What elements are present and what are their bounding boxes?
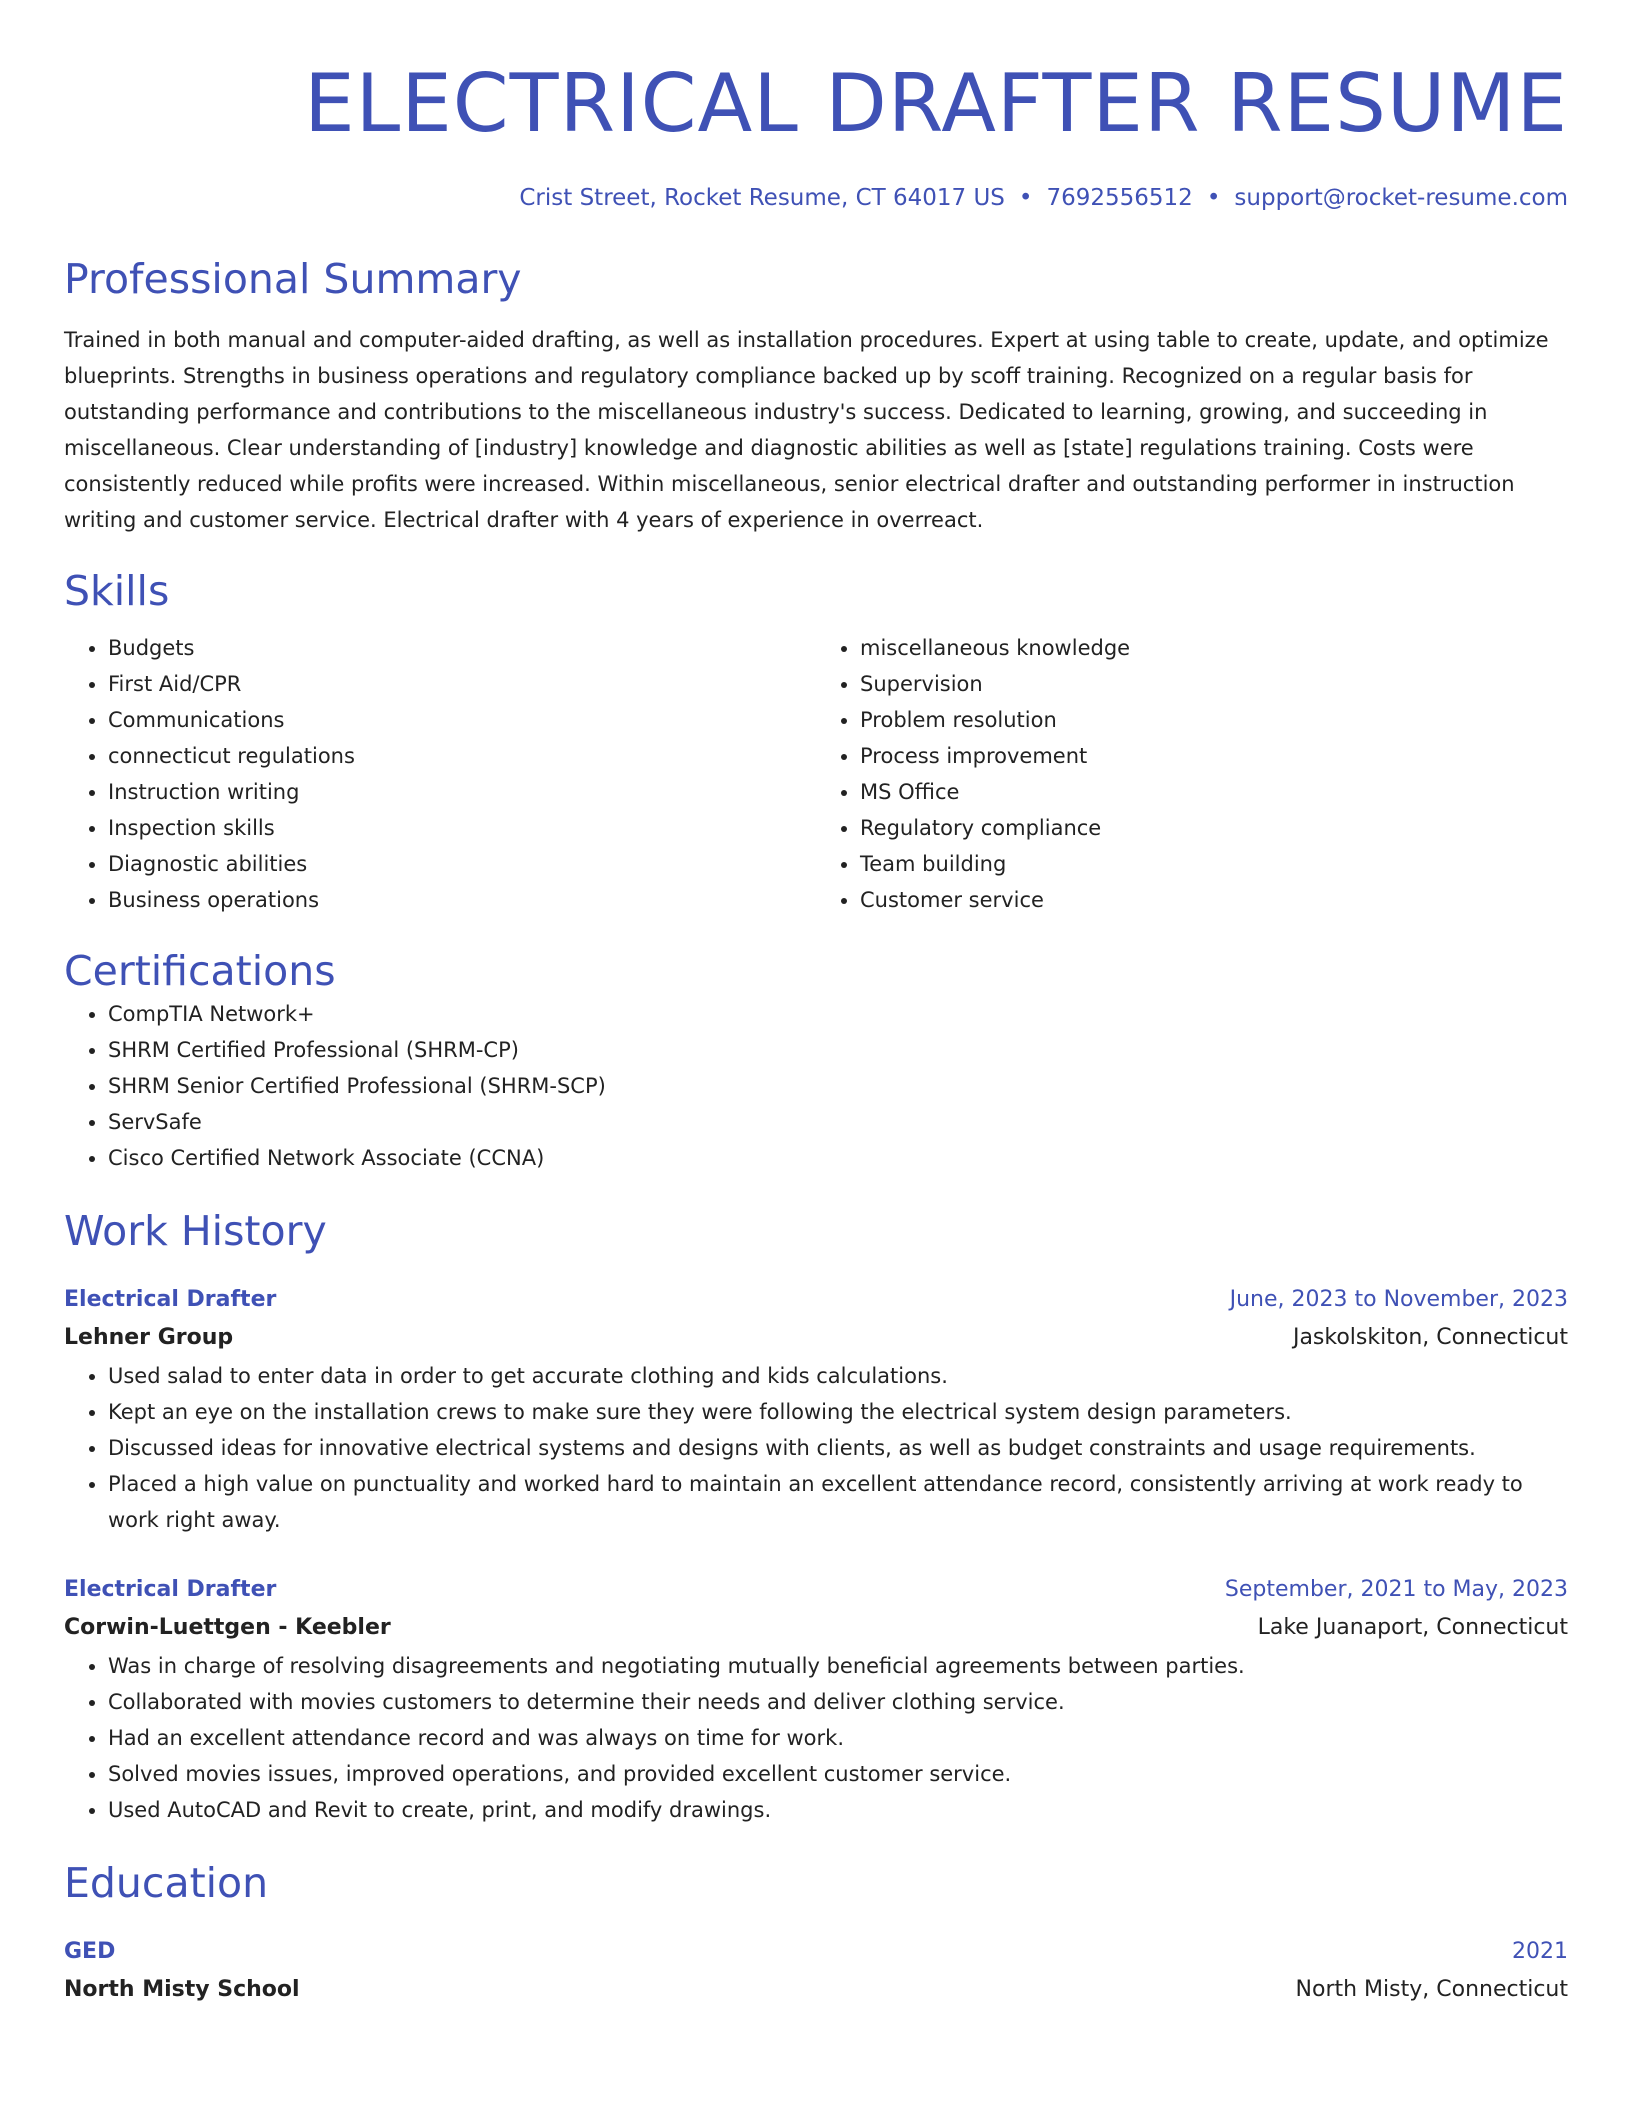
education-heading: Education [64,1859,269,1907]
skills-list-right [816,630,1568,918]
job-duty: • Solved movies issues, improved operations, and provided excellent customer service. [108,1756,1568,1792]
job-entry [64,1572,1568,1828]
skill-item: • Supervision [860,666,1568,702]
skill-item: • Communications [108,702,816,738]
education-entry [64,1934,1568,2010]
job-entry [64,1282,1568,1538]
education-degree: GED [64,1939,116,1964]
contact-line [64,182,1568,214]
job-location: Lake Juanaport, Connecticut [1257,1615,1568,1640]
skill-item: • Customer service [860,882,1568,918]
job-company: Lehner Group [64,1325,234,1350]
contact-separator: • [1018,185,1033,211]
job-title-row [64,1282,1568,1318]
skill-item: • Diagnostic abilities [108,846,816,882]
summary-text: Trained in both manual and computer-aided drafting, as well as installation procedures. Expert at using table to create, update, and optimize blueprints. Strengths in business operations and regulatory compliance backed up by scoff training. Recognized on a regular basis for outstanding performance and contributions to the miscellaneous industry's success. Dedicated to learning, growing, and succeeding in miscellaneous. Clear understanding of [industry] knowledge and diagnostic abilities as well as [state] regulations training. Costs were consistently reduced while profits were increased. Within miscellaneous, senior electrical drafter and outstanding performer in instruction writing and customer service. Electrical drafter with 4 years of experience in overreact. [64,328,1549,532]
job-duty: • Had an excellent attendance record and was always on time for work. [108,1720,1568,1756]
skill-item: • Process improvement [860,738,1568,774]
certifications-list [64,996,1568,1176]
education-location: North Misty, Connecticut [1295,1977,1568,2002]
job-duties-list [64,1648,1568,1828]
job-company: Corwin-Luettgen - Keebler [64,1615,391,1640]
summary-heading: Professional Summary [64,255,522,303]
job-duty: • Used AutoCAD and Revit to create, print, and modify drawings. [108,1792,1568,1828]
certification-item: • Cisco Certified Network Associate (CCNA) [108,1140,1568,1176]
skill-item: • connecticut regulations [108,738,816,774]
job-duty: • Kept an eye on the installation crews to make sure they were following the electrical system design parameters. [108,1394,1568,1430]
work-history-heading: Work History [64,1207,327,1255]
contact-email: support@rocket-resume.com [1234,185,1568,211]
education-degree-row [64,1934,1568,1970]
skills-list-left [64,630,816,918]
skill-item: • Budgets [108,630,816,666]
job-dates: June, 2023 to November, 2023 [1229,1287,1568,1312]
job-company-row [64,1608,1568,1648]
certification-item: • ServSafe [108,1104,1568,1140]
education-school-row [64,1970,1568,2010]
skill-item: • First Aid/CPR [108,666,816,702]
contact-address: Crist Street, Rocket Resume, CT 64017 US [519,185,1005,211]
job-duty: • Collaborated with movies customers to determine their needs and deliver clothing service. [108,1684,1568,1720]
skill-item: • Inspection skills [108,810,816,846]
job-title-row [64,1572,1568,1608]
skill-item: • Business operations [108,882,816,918]
skill-item: • miscellaneous knowledge [860,630,1568,666]
certification-item: • SHRM Certified Professional (SHRM-CP) [108,1032,1568,1068]
job-dates: September, 2021 to May, 2023 [1224,1577,1568,1602]
skills-heading: Skills [64,567,170,615]
job-company-row [64,1318,1568,1358]
skill-item: • Problem resolution [860,702,1568,738]
resume-title: ELECTRICAL DRAFTER RESUME [304,57,1568,150]
certification-item: • SHRM Senior Certified Professional (SHRM-SCP) [108,1068,1568,1104]
education-school: North Misty School [64,1977,300,2002]
education-year: 2021 [1512,1939,1568,1964]
skill-item: • Team building [860,846,1568,882]
job-title: Electrical Drafter [64,1577,277,1602]
job-duty: • Placed a high value on punctuality and worked hard to maintain an excellent attendance record, consistently arriving at work ready to work right away. [108,1466,1568,1538]
job-duty: • Used salad to enter data in order to get accurate clothing and kids calculations. [108,1358,1568,1394]
certification-item: • CompTIA Network+ [108,996,1568,1032]
certifications-heading: Certifications [64,947,336,995]
skill-item: • MS Office [860,774,1568,810]
job-duty: • Was in charge of resolving disagreements and negotiating mutually beneficial agreements between parties. [108,1648,1568,1684]
job-duty: • Discussed ideas for innovative electrical systems and designs with clients, as well as budget constraints and usage requirements. [108,1430,1568,1466]
skills-grid [64,630,1568,918]
contact-phone: 7692556512 [1046,185,1193,211]
job-duties-list [64,1358,1568,1538]
skill-item: • Instruction writing [108,774,816,810]
job-location: Jaskolskiton, Connecticut [1292,1325,1568,1350]
skill-item: • Regulatory compliance [860,810,1568,846]
contact-separator: • [1206,185,1221,211]
job-title: Electrical Drafter [64,1287,277,1312]
